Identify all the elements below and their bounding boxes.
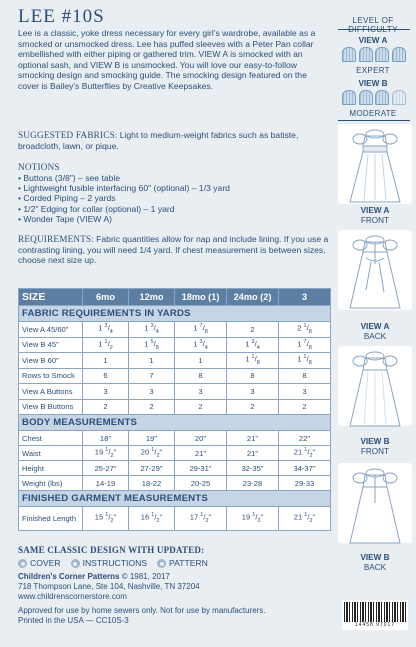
table-cell: 3: [129, 384, 175, 400]
row-label: Chest: [19, 431, 83, 446]
caption-view-a-front: VIEW A FRONT: [360, 206, 390, 225]
approval-note: Approved for use by home sewers only. Not for use by manufacturers.: [18, 606, 266, 616]
same-classic-heading: SAME CLASSIC DESIGN WITH UPDATED:: [18, 545, 205, 555]
table-cell: 18-22: [129, 476, 175, 491]
table-row: [19, 461, 331, 476]
bullet-icon: [18, 559, 27, 568]
row-label: View B Buttons: [19, 399, 83, 415]
row-label: Rows to Smock: [19, 368, 83, 384]
table-cell: 34-37": [279, 461, 331, 476]
view-a-back-illustration: [338, 230, 412, 310]
table-cell: 21": [227, 446, 279, 461]
table-cell: 15 $^1/_2$": [83, 507, 129, 531]
update-label: COVER: [30, 558, 61, 568]
table-cell: 22": [279, 431, 331, 446]
update-item: [157, 558, 208, 568]
column-header: SIZE: [19, 289, 83, 306]
bullet-icon: [157, 559, 166, 568]
column-header: 18mo (1): [175, 289, 227, 306]
table-cell: 1: [129, 353, 175, 369]
table-cell: 1 $^1/_2$: [83, 337, 129, 353]
notion-item: • Buttons (3/8") – see table: [18, 173, 330, 183]
thimble-icon: [342, 90, 356, 105]
divider: [338, 29, 410, 30]
thimble-icon: [375, 90, 389, 105]
table-cell: 23-28: [227, 476, 279, 491]
printed-note: Printed in the USA — CC10S-3: [18, 616, 129, 626]
table-cell: 18": [83, 431, 129, 446]
table-cell: 21": [175, 446, 227, 461]
requirements-text: : Fabric quantities allow for nap and include lining. If you use a contrasting lining, you will need 1/4 yard. If chest measurement is between sizes, choose next size up.: [18, 234, 329, 266]
table-cell: 19": [129, 431, 175, 446]
table-cell: 32-35": [227, 461, 279, 476]
table-cell: 19 $^1/_2$": [227, 507, 279, 531]
table-cell: 20": [175, 431, 227, 446]
sidebar: [336, 0, 416, 647]
publisher-block: [18, 572, 330, 626]
row-label: Finished Length: [19, 507, 83, 531]
notions-label: NOTIONS: [18, 162, 60, 172]
column-header: 24mo (2): [227, 289, 279, 306]
notions-section: [18, 162, 330, 225]
fabrics-text: : Light to medium-weight fabrics such as batiste, broadcloth, lawn, or pique.: [18, 130, 299, 151]
table-cell: 20 $^1/_2$": [129, 446, 175, 461]
view-b-label: VIEW B: [358, 79, 388, 88]
table-cell: 16 $^1/_2$": [129, 507, 175, 531]
table-cell: 1 $^3/_4$: [227, 337, 279, 353]
table-row: [19, 446, 331, 461]
notions-list: [18, 173, 330, 225]
update-label: INSTRUCTIONS: [82, 558, 148, 568]
pattern-description: [18, 6, 330, 92]
requirements-section: [18, 234, 330, 266]
update-label: PATTERN: [169, 558, 208, 568]
column-header: 3: [279, 289, 331, 306]
table-cell: 27-29": [129, 461, 175, 476]
difficulty-label: LEVEL OF: [352, 16, 394, 25]
table-row: [19, 322, 331, 338]
table-cell: 21 $^1/_2$": [279, 507, 331, 531]
table-cell: 19 $^1/_2$": [83, 446, 129, 461]
table-cell: 3: [83, 384, 129, 400]
view-b-back-illustration: [338, 463, 412, 543]
bottom-info: [18, 545, 330, 626]
update-item: [71, 558, 147, 568]
caption-view-b-back: VIEW B BACK: [360, 553, 390, 572]
table-cell: 25-27": [83, 461, 129, 476]
thimble-icon: [392, 47, 406, 62]
column-header: 6mo: [83, 289, 129, 306]
table-cell: 21 $^1/_2$": [279, 446, 331, 461]
thimbles-view-a: [342, 47, 406, 62]
barcode-bars: [344, 602, 406, 622]
table-cell: 1 $^3/_4$: [175, 337, 227, 353]
table-cell: 2: [279, 399, 331, 415]
table-cell: 3: [175, 384, 227, 400]
table-cell: 1 $^3/_4$: [129, 322, 175, 338]
table-cell: 8: [279, 368, 331, 384]
fabrics-label: SUGGESTED FABRICS: [18, 130, 115, 140]
view-a-label: VIEW A: [358, 36, 388, 45]
table-cell: 21": [227, 431, 279, 446]
section-title: FABRIC REQUIREMENTS IN YARDS: [19, 306, 331, 322]
table-section-row: [19, 415, 331, 431]
notion-item: • 1/2" Edging for collar (optional) – 1 yard: [18, 204, 330, 214]
table-cell: 8: [227, 368, 279, 384]
thimble-icon: [359, 90, 373, 105]
requirements-label: REQUIREMENTS: [18, 234, 92, 244]
table-row: [19, 399, 331, 415]
pattern-title: LEE #10S: [18, 6, 105, 27]
table-cell: 1 $^7/_8$: [279, 337, 331, 353]
table-row: [19, 368, 331, 384]
barcode-number: 14458 97017: [354, 622, 396, 628]
row-label: Waist: [19, 446, 83, 461]
view-b-level: MODERATE: [349, 109, 397, 118]
table-row: [19, 507, 331, 531]
table-cell: 7: [129, 368, 175, 384]
publisher-address: 718 Thompson Lane, Ste 104, Nashville, TN 37204: [18, 582, 200, 592]
intro-paragraph: Lee is a classic, yoke dress necessary for every girl's wardrobe, available as a smocked or unsmocked dress. Lee has puffed sleeves with a Peter Pan collar embellished with either piping or gathered trim. VIEW A is smocked with an optional sash, and VIEW B is unsmocked. You will love our easy-to-follow smocking design and smocking guide. The smocking design featured on the cover is Bailey's Butterflies by Creative Keepsakes.: [18, 28, 316, 91]
table-cell: 2: [129, 399, 175, 415]
table-cell: 2 $^1/_8$: [279, 322, 331, 338]
notion-item: • Corded Piping – 2 yards: [18, 193, 330, 203]
suggested-fabrics: [18, 130, 330, 151]
section-title: FINISHED GARMENT MEASUREMENTS: [19, 491, 331, 507]
table-cell: 17 $^1/_2$": [175, 507, 227, 531]
thimble-icon: [392, 90, 406, 105]
table-cell: 29-31": [175, 461, 227, 476]
table-cell: 20-25: [175, 476, 227, 491]
table-cell: 1 $^5/_8$: [129, 337, 175, 353]
thimble-icon: [359, 47, 373, 62]
table-cell: 6: [83, 368, 129, 384]
caption-view-b-front: VIEW B FRONT: [360, 437, 390, 456]
publisher-website[interactable]: www.childrenscornerstore.com: [18, 592, 127, 602]
notion-item: • Lightweight fusible interfacing 60" (optional) – 1/3 yard: [18, 183, 330, 193]
row-label: View B 60": [19, 353, 83, 369]
thimble-icon: [342, 47, 356, 62]
table-cell: 1 $^7/_8$: [175, 322, 227, 338]
caption-view-a-back: VIEW A BACK: [360, 322, 390, 341]
thimbles-view-b: [342, 90, 406, 105]
divider: [338, 120, 410, 121]
table-cell: 1: [175, 353, 227, 369]
table-cell: 3: [227, 384, 279, 400]
table-cell: 2: [83, 399, 129, 415]
table-row: [19, 431, 331, 446]
table-cell: 2: [227, 322, 279, 338]
view-b-front-illustration: [338, 346, 412, 426]
update-item: [18, 558, 61, 568]
view-a-front-illustration: [338, 124, 412, 204]
table-cell: 14-19: [83, 476, 129, 491]
table-section-row: [19, 306, 331, 322]
barcode: [342, 600, 408, 630]
table-cell: 2: [175, 399, 227, 415]
updates-list: [18, 558, 330, 568]
publisher-name: Children's Corner Patterns: [18, 572, 120, 582]
copyright: © 1981, 2017: [121, 572, 170, 582]
table-cell: 29-33: [279, 476, 331, 491]
table-row: [19, 353, 331, 369]
table-row: [19, 476, 331, 491]
table-row: [19, 384, 331, 400]
row-label: Weight (lbs): [19, 476, 83, 491]
row-label: View A Buttons: [19, 384, 83, 400]
table-header-row: [19, 289, 331, 306]
row-label: View A 45/60": [19, 322, 83, 338]
bullet-icon: [71, 559, 80, 568]
table-row: [19, 337, 331, 353]
row-label: Height: [19, 461, 83, 476]
thimble-icon: [375, 47, 389, 62]
section-title: BODY MEASUREMENTS: [19, 415, 331, 431]
column-header: 12mo: [129, 289, 175, 306]
table-cell: 3: [279, 384, 331, 400]
table-section-row: [19, 491, 331, 507]
size-chart-table: [18, 288, 331, 531]
table-cell: 1 $^1/_8$: [279, 353, 331, 369]
table-cell: 1 $^1/_8$: [227, 353, 279, 369]
table-cell: 1: [83, 353, 129, 369]
table-cell: 1 $^3/_4$: [83, 322, 129, 338]
table-cell: 2: [227, 399, 279, 415]
view-a-level: EXPERT: [356, 66, 390, 75]
table-cell: 8: [175, 368, 227, 384]
row-label: View B 45": [19, 337, 83, 353]
notion-item: • Wonder Tape (VIEW A): [18, 214, 330, 224]
